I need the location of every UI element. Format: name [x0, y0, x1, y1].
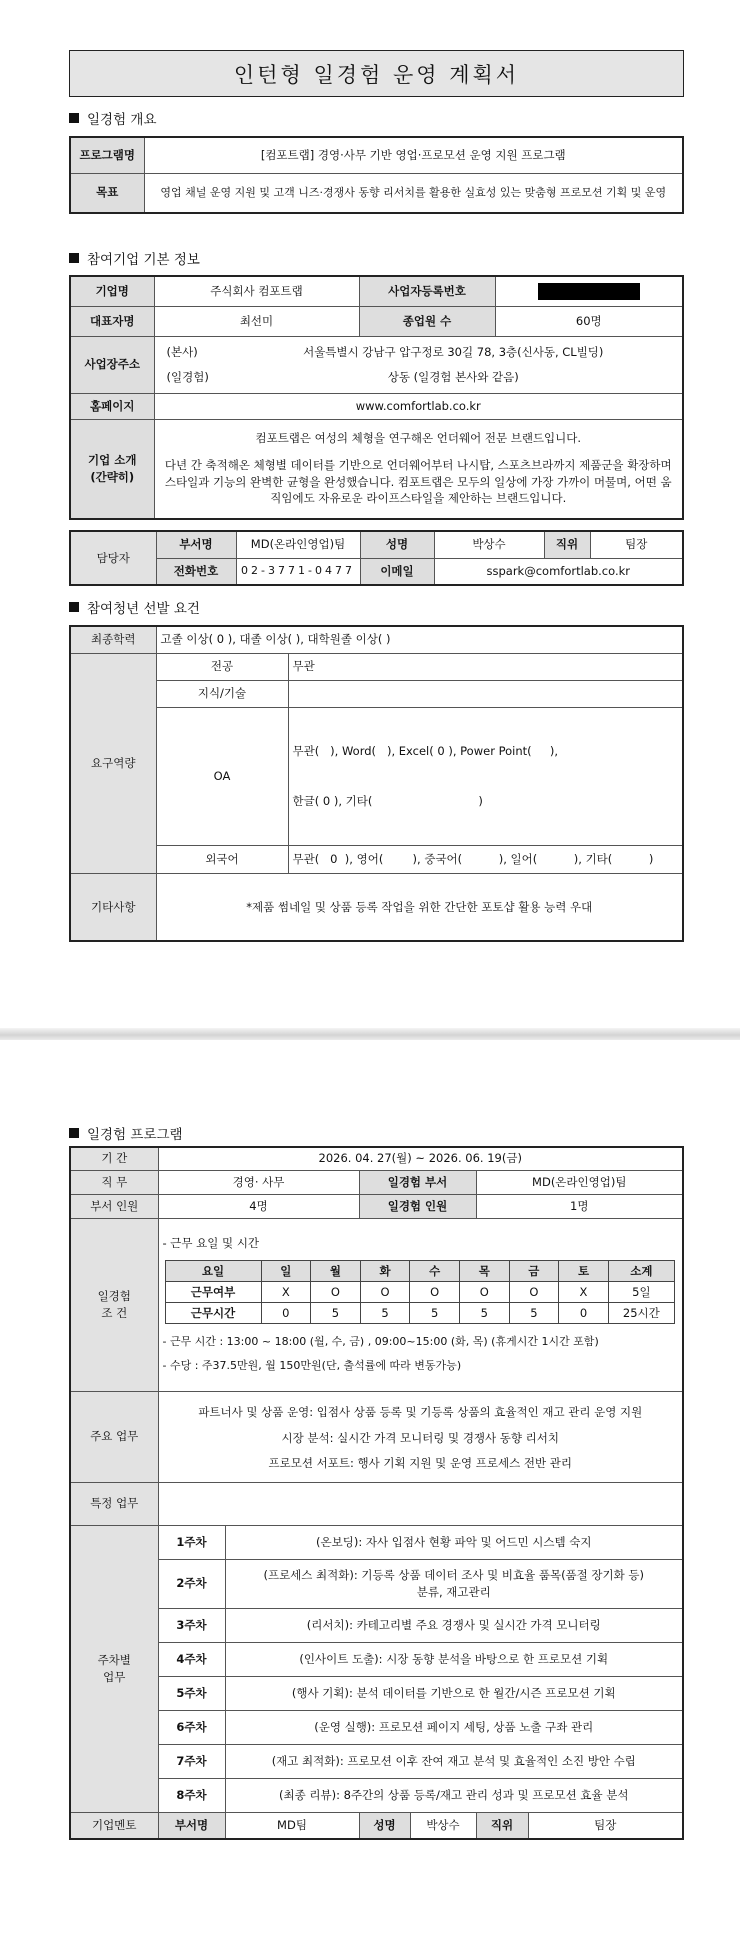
homepage-value: www.comfortlab.co.kr [154, 393, 683, 419]
square-bullet-icon [69, 253, 79, 263]
week-label: 8주차 [158, 1778, 225, 1812]
schedule-header-cell: 요일 [165, 1260, 261, 1281]
square-bullet-icon [69, 1128, 79, 1138]
language-value: 무관( 0 ), 영어( ), 중국어( ), 일어( ), 기타( ) [288, 845, 683, 873]
intro-line-2: 다년 간 축적해온 체형별 데이터를 기반으로 언더웨어부터 나시탑, 스포츠브라까지 제품군을 확장하며 스타일과 기능의 완벽한 균형을 완성했습니다. 컴포트랩은 모두의 일상에 가장 가까이 머물며, 어떤 움직임에도 자유로운 라이프스타일을 제안하는 브랜드입니다. [164, 458, 672, 506]
skill-label: 지식/기술 [156, 680, 288, 707]
schedule-cell: 0 [559, 1302, 609, 1323]
goal-value: 영업 채널 운영 지원 및 고객 니즈·경쟁사 동향 리서치를 활용한 실효성 있는 맞춤형 프로모션 기획 및 운영 [144, 173, 683, 213]
contact-table [69, 530, 684, 586]
oa-line-2: 한글( 0 ), 기타( ) [292, 793, 483, 808]
schedule-cell: 5 [311, 1302, 361, 1323]
schedule-header-cell: 수 [410, 1260, 460, 1281]
mentor-name-label: 성명 [359, 1812, 410, 1839]
program-name-label: 프로그램명 [70, 137, 144, 173]
schedule-header-cell: 금 [509, 1260, 559, 1281]
schedule-row-label: 근무여부 [165, 1281, 261, 1302]
duty-item: 프로모션 서포트: 행사 기획 지원 및 운영 프로세스 전반 관리 [268, 1456, 572, 1471]
requirements-table [69, 625, 684, 942]
employees-value: 60명 [495, 306, 683, 336]
schedule-header-cell: 월 [311, 1260, 361, 1281]
interns-label: 일경험 인원 [359, 1194, 476, 1218]
intro-line-1: 컴포트랩은 여성의 체형을 연구해온 언더웨어 전문 브랜드입니다. [255, 431, 582, 446]
schedule-table [165, 1260, 675, 1324]
week-task: (운영 실행): 프로모션 페이지 세팅, 상품 노출 구좌 관리 [225, 1710, 683, 1744]
program-dept-label: 일경험 부서 [359, 1170, 476, 1194]
duty-item: 시장 분석: 실시간 가격 모니터링 및 경쟁사 동향 리서치 [281, 1430, 559, 1445]
site-tag: (일경험) [166, 369, 209, 384]
conditions-pay: - 수당 : 주37.5만원, 월 150만원(단, 출석률에 따라 변동가능) [162, 1358, 462, 1372]
contact-position-value: 팀장 [590, 531, 683, 558]
competency-label: 요구역량 [70, 653, 156, 873]
schedule-row-label: 근무시간 [165, 1302, 261, 1323]
schedule-row [165, 1281, 674, 1302]
program-table [69, 1146, 684, 1840]
schedule-cell: X [261, 1281, 311, 1302]
schedule-row [165, 1302, 674, 1323]
job-label: 직 무 [70, 1170, 158, 1194]
company-name-value: 주식회사 컴포트랩 [154, 276, 359, 306]
document-page-2 [0, 1040, 740, 1939]
contact-dept-value: MD(온라인영업)팀 [236, 531, 360, 558]
schedule-cell: 5 [410, 1302, 460, 1323]
intro-value [154, 419, 683, 519]
section-heading-requirements [69, 597, 200, 617]
etc-value: *제품 썸네일 및 상품 등록 작업을 위한 간단한 포토샵 활용 능력 우대 [156, 873, 683, 941]
week-label: 3주차 [158, 1608, 225, 1642]
week-label: 6주차 [158, 1710, 225, 1744]
contact-email-label: 이메일 [360, 558, 434, 585]
language-label: 외국어 [156, 845, 288, 873]
schedule-cell: 5 [509, 1302, 559, 1323]
week-label: 1주차 [158, 1525, 225, 1559]
ceo-label: 대표자명 [70, 306, 154, 336]
section-heading-text: 일경험 개요 [87, 112, 157, 128]
mentor-dept-label: 부서명 [158, 1812, 225, 1839]
major-label: 전공 [156, 653, 288, 680]
schedule-cell: O [410, 1281, 460, 1302]
job-value: 경영· 사무 [158, 1170, 359, 1194]
oa-line-1: 무관( ), Word( ), Excel( 0 ), Power Point( ), [292, 743, 559, 758]
homepage-label: 홈페이지 [70, 393, 154, 419]
schedule-header-row [165, 1260, 674, 1281]
schedule-cell: 5 [459, 1302, 509, 1323]
oa-label: OA [156, 707, 288, 845]
week-task: (온보딩): 자사 입점사 현황 파악 및 어드민 시스템 숙지 [225, 1525, 683, 1559]
schedule-cell: 25시간 [608, 1302, 674, 1323]
week-label: 4주차 [158, 1642, 225, 1676]
special-duty-label: 특정 업무 [70, 1482, 158, 1525]
education-value: 고졸 이상( 0 ), 대졸 이상( ), 대학원졸 이상( ) [156, 626, 683, 653]
conditions-intro: - 근무 요일 및 시간 [162, 1236, 260, 1251]
oa-value [288, 707, 683, 845]
week-label: 5주차 [158, 1676, 225, 1710]
week-task: (인사이트 도출): 시장 동향 분석을 바탕으로 한 프로모션 기획 [225, 1642, 683, 1676]
business-number-value [495, 276, 683, 306]
mentor-dept-value: MD팀 [225, 1812, 359, 1839]
contact-position-label: 직위 [544, 531, 590, 558]
contact-name-label: 성명 [360, 531, 434, 558]
major-value: 무관 [288, 653, 683, 680]
skill-value [288, 680, 683, 707]
education-label: 최종학력 [70, 626, 156, 653]
schedule-header-cell: 화 [360, 1260, 410, 1281]
schedule-cell: X [559, 1281, 609, 1302]
week-task: (프로세스 최적화): 기등록 상품 데이터 조사 및 비효율 품목(품절 장기화 등) 분류, 재고관리 [225, 1559, 683, 1608]
address-value [154, 336, 683, 393]
program-dept-value: MD(온라인영업)팀 [476, 1170, 683, 1194]
contact-phone-value: 02-3771-0477 [236, 558, 360, 585]
hq-tag: (본사) [166, 344, 198, 359]
site-address: 상동 (일경험 본사와 같음) [387, 369, 519, 384]
mentor-position-label: 직위 [476, 1812, 528, 1839]
schedule-cell: O [311, 1281, 361, 1302]
mentor-name-value: 박상수 [410, 1812, 476, 1839]
document-title: 인턴형 일경험 운영 계획서 [69, 50, 684, 97]
employees-label: 종업원 수 [359, 306, 495, 336]
conditions-label: 일경험 조 건 [70, 1218, 158, 1391]
section-heading-text: 일경험 프로그램 [87, 1127, 183, 1143]
weekly-label: 주차별 업무 [70, 1525, 158, 1812]
week-task: (행사 기획): 분석 데이터를 기반으로 한 월간/시즌 프로모션 기획 [225, 1676, 683, 1710]
business-number-label: 사업자등록번호 [359, 276, 495, 306]
overview-table [69, 136, 684, 214]
schedule-cell: O [360, 1281, 410, 1302]
schedule-header-cell: 목 [459, 1260, 509, 1281]
section-heading-program [69, 1123, 183, 1143]
week-label: 2주차 [158, 1559, 225, 1608]
schedule-cell: 5 [360, 1302, 410, 1323]
conditions-hours: - 근무 시간 : 13:00 ~ 18:00 (월, 수, 금) , 09:00~15:00 (화, 목) (휴게시간 1시간 포함) [162, 1334, 599, 1348]
week-task: (재고 최적화): 프로모션 이후 잔여 재고 분석 및 효율적인 소진 방안 수립 [225, 1744, 683, 1778]
conditions-value [158, 1218, 683, 1391]
square-bullet-icon [69, 113, 79, 123]
staff-value: 4명 [158, 1194, 359, 1218]
period-label: 기 간 [70, 1147, 158, 1170]
week-task: (최종 리뷰): 8주간의 상품 등록/재고 관리 성과 및 프로모션 효율 분석 [225, 1778, 683, 1812]
contact-phone-label: 전화번호 [156, 558, 236, 585]
period-value: 2026. 04. 27(월) ~ 2026. 06. 19(금) [158, 1147, 683, 1170]
week-label: 7주차 [158, 1744, 225, 1778]
contact-name-value: 박상수 [434, 531, 544, 558]
special-duty-value [158, 1482, 683, 1525]
main-duty-label: 주요 업무 [70, 1391, 158, 1482]
schedule-header-cell: 일 [261, 1260, 311, 1281]
schedule-header-cell: 소계 [608, 1260, 674, 1281]
schedule-header-cell: 토 [559, 1260, 609, 1281]
section-heading-text: 참여기업 기본 정보 [87, 252, 200, 268]
address-label: 사업장주소 [70, 336, 154, 393]
main-duty-value [158, 1391, 683, 1482]
section-heading-overview [69, 108, 157, 128]
contact-label: 담당자 [70, 531, 156, 585]
contact-email-value: sspark@comfortlab.co.kr [434, 558, 683, 585]
goal-label: 목표 [70, 173, 144, 213]
company-name-label: 기업명 [70, 276, 154, 306]
schedule-cell: O [509, 1281, 559, 1302]
redaction-box [538, 283, 640, 300]
mentor-position-value: 팀장 [528, 1812, 683, 1839]
ceo-value: 최선미 [154, 306, 359, 336]
week-task: (리서치): 카테고리별 주요 경쟁사 및 실시간 가격 모니터링 [225, 1608, 683, 1642]
company-table [69, 275, 684, 520]
interns-value: 1명 [476, 1194, 683, 1218]
square-bullet-icon [69, 602, 79, 612]
schedule-cell: O [459, 1281, 509, 1302]
section-heading-text: 참여청년 선발 요건 [87, 601, 200, 617]
program-name-value: [컴포트랩] 경영·사무 기반 영업·프로모션 운영 지원 프로그램 [144, 137, 683, 173]
duty-item: 파트너사 및 상품 운영: 입점사 상품 등록 및 기등록 상품의 효율적인 재고 관리 운영 지원 [198, 1404, 643, 1419]
contact-dept-label: 부서명 [156, 531, 236, 558]
etc-label: 기타사항 [70, 873, 156, 941]
intro-label: 기업 소개 (간략히) [70, 419, 154, 519]
mentor-label: 기업멘토 [70, 1812, 158, 1839]
hq-address: 서울특별시 강남구 압구정로 30길 78, 3층(신사동, CL빌딩) [303, 344, 604, 359]
staff-label: 부서 인원 [70, 1194, 158, 1218]
schedule-cell: 5일 [608, 1281, 674, 1302]
schedule-cell: 0 [261, 1302, 311, 1323]
section-heading-company [69, 248, 200, 268]
